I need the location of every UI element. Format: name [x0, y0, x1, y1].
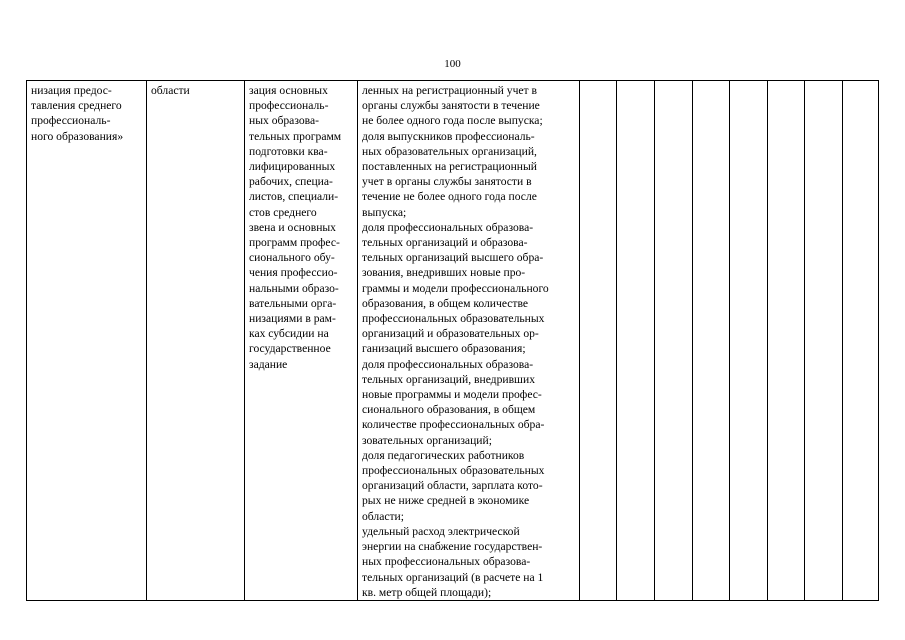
page-number: 100 — [444, 58, 461, 70]
value-cell-4 — [693, 81, 730, 601]
measure-description-cell: зация основных профессиональ- ных образова- тельных программ подготовки ква- лифицированных рабочих, специа- листов, специали- стов среднего звена и основных программ профес- сионального обу- чения профессио- нальными образо- вательными орга- низациями в рам- ках субсидии на государственное задание — [245, 81, 358, 601]
value-cell-6 — [768, 81, 805, 601]
value-cell-8 — [843, 81, 879, 601]
task-name-cell: низация предос- тавления среднего профессиональ- ного образования» — [27, 81, 147, 601]
indicators-cell: ленных на регистрационный учет в органы службы занятости в течение не более одного года после выпуска; доля выпускников профессиональ- ных образовательных организаций, поставленных на регистрационный учет в органы службы занятости в течение не более одного года после выпуска; доля профессиональных образова- тельных организаций и образова- тельных организаций высшего обра- зования, внедривших новые про- граммы и модели профессионального образования, в общем количестве профессиональных образовательных организаций и образовательных ор- ганизаций высшего образования; доля профессиональных образова- тельных организаций, внедривших новые программы и модели профес- сионального образования, в общем количестве профессиональных обра- зовательных организаций; доля педагогических работников профессиональных образовательных организаций области, зарплата кото- рых не ниже средней в экономике области; удельный расход электрической энергии на снабжение государствен- ных профессиональных образова- тельных организаций (в расчете на 1 кв. метр общей площади); — [358, 81, 580, 601]
table-row — [27, 81, 879, 601]
value-cell-3 — [655, 81, 693, 601]
value-cell-2 — [617, 81, 655, 601]
value-cell-5 — [730, 81, 768, 601]
program-table — [26, 80, 879, 601]
value-cell-7 — [805, 81, 843, 601]
value-cell-1 — [580, 81, 617, 601]
executor-cell: области — [147, 81, 245, 601]
